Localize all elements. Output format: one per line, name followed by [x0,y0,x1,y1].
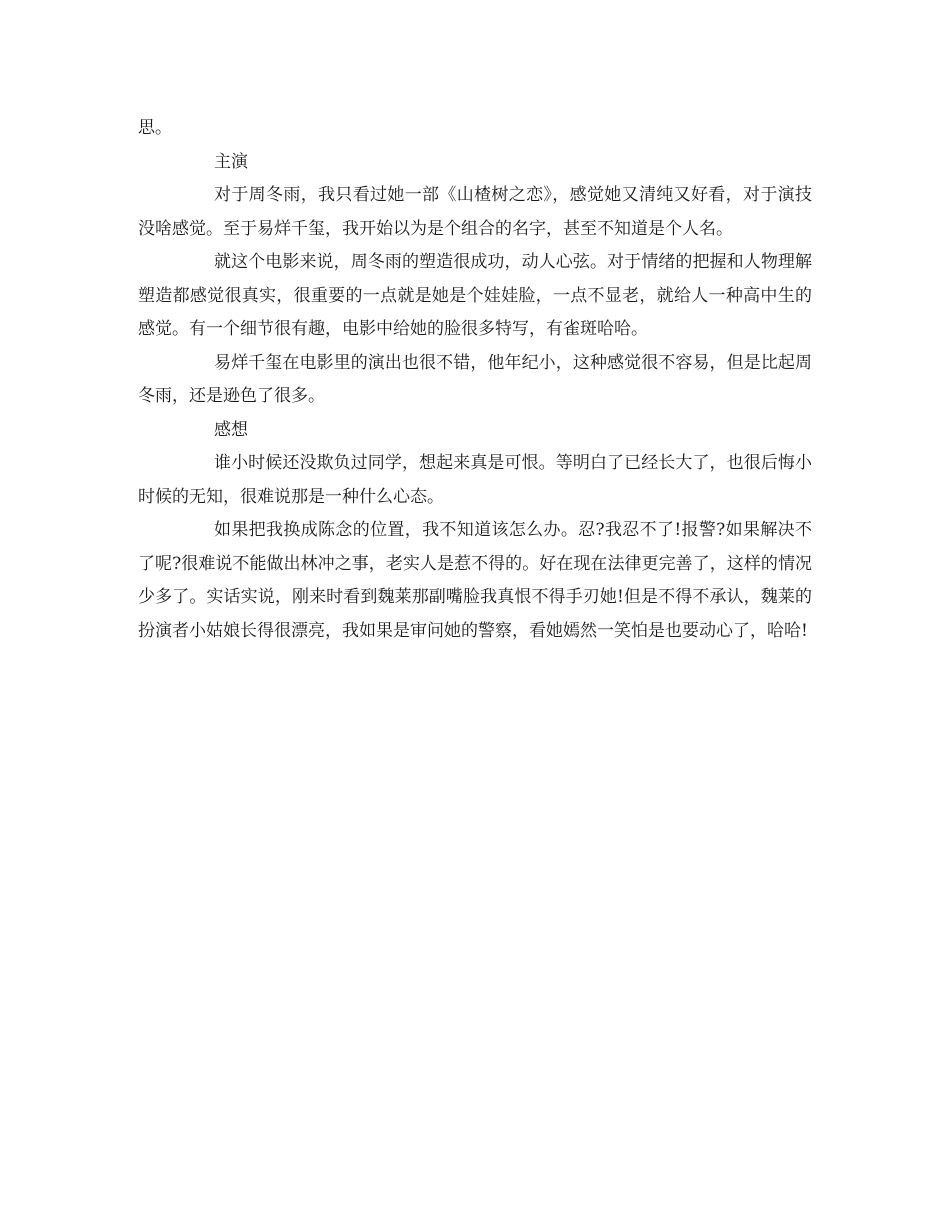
document-page [138,112,812,648]
paragraph-body: 易烊千玺在电影里的演出也很不错，他年纪小，这种感觉很不容易，但是比起周冬雨，还是逊色了很多。 [138,352,812,406]
paragraph-body: 对于周冬雨，我只看过她一部《山楂树之恋》，感觉她又清纯又好看，对于演技没啥感觉。至于易烊千玺，我开始以为是个组合的名字，甚至不知道是个人名。 [138,185,812,239]
paragraph-continuation: 思。 [138,118,172,138]
paragraph-body: 谁小时候还没欺负过同学，想起来真是可恨。等明白了已经长大了，也很后悔小时候的无知，很难说那是一种什么心态。 [138,453,812,507]
section-heading-thoughts: 感想 [214,419,248,440]
paragraph-body: 如果把我换成陈念的位置，我不知道该怎么办。忍?我忍不了!报警?如果解决不了呢?很难说不能做出林冲之事，老实人是惹不得的。好在现在法律更完善了，这样的情况少多了。实话实说，刚来时看到魏莱那副嘴脸我真恨不得手刃她!但是不得不承认，魏莱的扮演者小姑娘长得很漂亮，我如果是审问她的警察，看她嫣然一笑怕是也要动心了，哈哈! [138,520,812,641]
section-heading-lead-actors: 主演 [214,151,248,172]
paragraph-body: 就这个电影来说，周冬雨的塑造很成功，动人心弦。对于情绪的把握和人物理解塑造都感觉很真实，很重要的一点就是她是个娃娃脸，一点不显老，就给人一种高中生的感觉。有一个细节很有趣，电影中给她的脸很多特写，有雀斑哈哈。 [138,252,812,339]
